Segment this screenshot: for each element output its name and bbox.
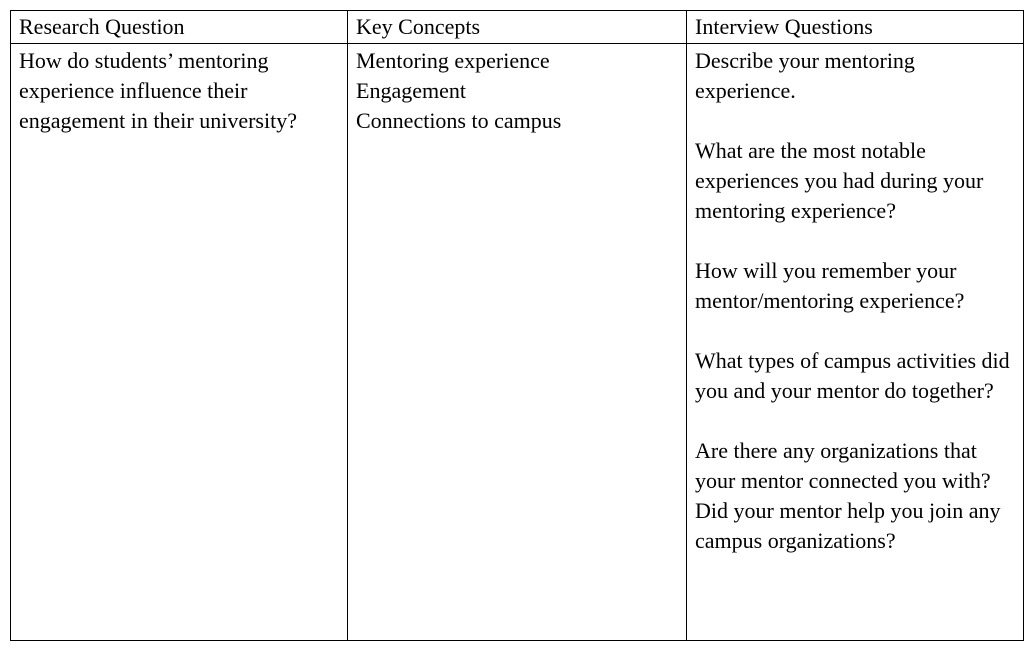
research-matrix-table	[10, 10, 1024, 641]
paragraph: Mentoring experience	[356, 48, 550, 73]
paragraph: How do students’ mentoring experience influence their engagement in their university?	[19, 48, 297, 133]
paragraph: Connections to campus	[356, 108, 562, 133]
header-key-concepts: Key Concepts	[348, 11, 687, 44]
header-research-question: Research Question	[11, 11, 348, 44]
cell-key-concepts	[348, 44, 687, 641]
header-interview-questions: Interview Questions	[687, 11, 1024, 44]
cell-research-question	[11, 44, 348, 641]
paragraph: Describe your mentoring experience.	[695, 48, 915, 103]
cell-interview-questions	[687, 44, 1024, 641]
table-header-row	[11, 11, 1024, 44]
paragraph: What are the most notable experiences you had during your mentoring experience?	[695, 138, 984, 223]
paragraph: What types of campus activities did you and your mentor do together?	[695, 348, 1010, 403]
table-body-row	[11, 44, 1024, 641]
paragraph: Engagement	[356, 78, 466, 103]
paragraph: Are there any organizations that your mentor connected you with? Did your mentor help you join any campus organizations?	[695, 438, 1001, 553]
paragraph: How will you remember your mentor/mentoring experience?	[695, 258, 965, 313]
